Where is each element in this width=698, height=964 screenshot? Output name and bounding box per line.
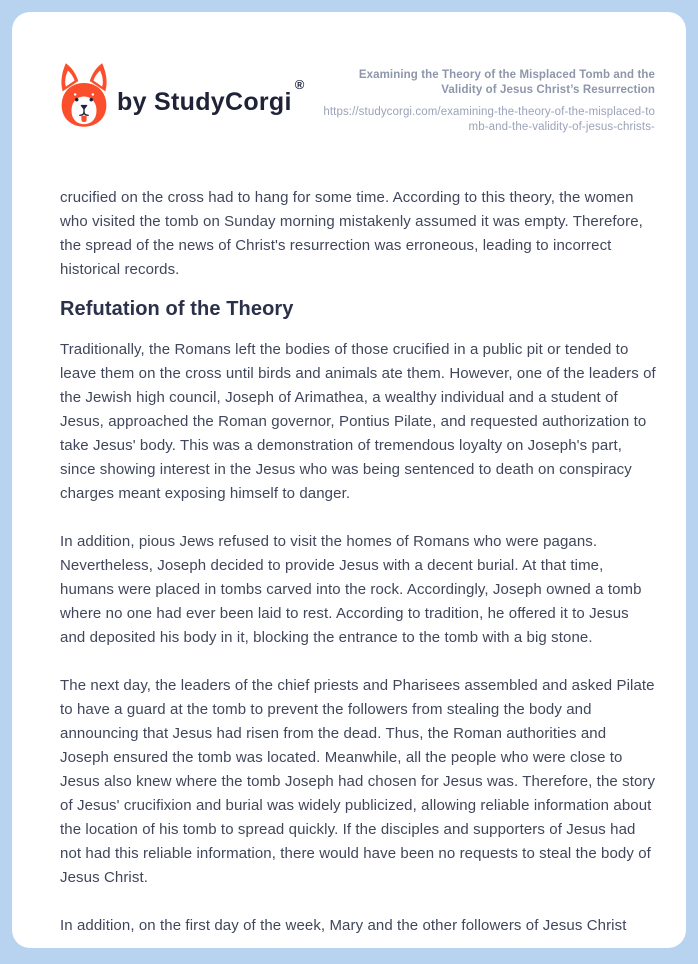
brand-name: by StudyCorgi: [117, 87, 292, 116]
corgi-logo-icon: [58, 62, 110, 128]
article-paragraph-continuation: crucified on the cross had to hang for some time. According to this theory, the women who visited the tomb on Sunday morning mistakenly assumed it was empty. Therefore, the spread of the news of Christ's resurrection was erroneous, leading to incorrect historical records.: [60, 189, 643, 278]
article-paragraph-clipped: In addition, on the first day of the week, Mary and the other followers of Jesus Christ: [60, 917, 627, 934]
document-card: [12, 12, 686, 948]
registered-mark: ®: [294, 76, 305, 92]
section-heading: Refutation of the Theory: [60, 298, 294, 320]
article-paragraph: Traditionally, the Romans left the bodies of those crucified in a public pit or tended to leave them on the cross until birds and animals ate them. However, one of the leaders of the Jewish high council, Joseph of Arimathea, a wealthy individual and a student of Jesus, approached the Roman governor, Pontius Pilate, and requested authorization to take Jesus' body. This was a demonstration of tremendous loyalty on Joseph's part, since showing interest in the Jesus who was being sentenced to death on conspiracy charges meant exposing himself to danger.: [60, 341, 656, 502]
article-body: [12, 186, 686, 938]
article-paragraph: The next day, the leaders of the chief priests and Pharisees assembled and asked Pilate to have a guard at the tomb to prevent the followers from stealing the body and announcing that Jesus had risen from the dead. Thus, the Roman authorities and Joseph ensured the tomb was located. Meanwhile, all the people who were close to Jesus also knew where the tomb Joseph had chosen for Jesus was. Therefore, the story of Jesus' crucifixion and burial was widely publicized, allowing reliable information about the location of his tomb to spread quickly. If the disciples and supporters of Jesus had not had this reliable information, there would have been no requests to steal the body of Jesus Christ.: [60, 677, 656, 886]
document-meta: [323, 62, 655, 134]
document-header: [12, 12, 686, 134]
document-title: Examining the Theory of the Misplaced Tomb and the Validity of Jesus Christ’s Resurrection: [358, 69, 655, 96]
document-url-link[interactable]: https://studycorgi.com/examining-the-theory-of-the-misplaced-tomb-and-the-validity-of-jesus-christs-: [323, 106, 655, 133]
brand: [58, 62, 304, 128]
article-paragraph: In addition, pious Jews refused to visit the homes of Romans who were pagans. Nevertheless, Joseph decided to provide Jesus with a decent burial. At that time, humans were placed in tombs carved into the rock. Accordingly, Joseph owned a tomb where no one had ever been laid to rest. According to tradition, he offered it to Jesus and deposited his body in it, blocking the entrance to the tomb with a big stone.: [60, 533, 642, 646]
